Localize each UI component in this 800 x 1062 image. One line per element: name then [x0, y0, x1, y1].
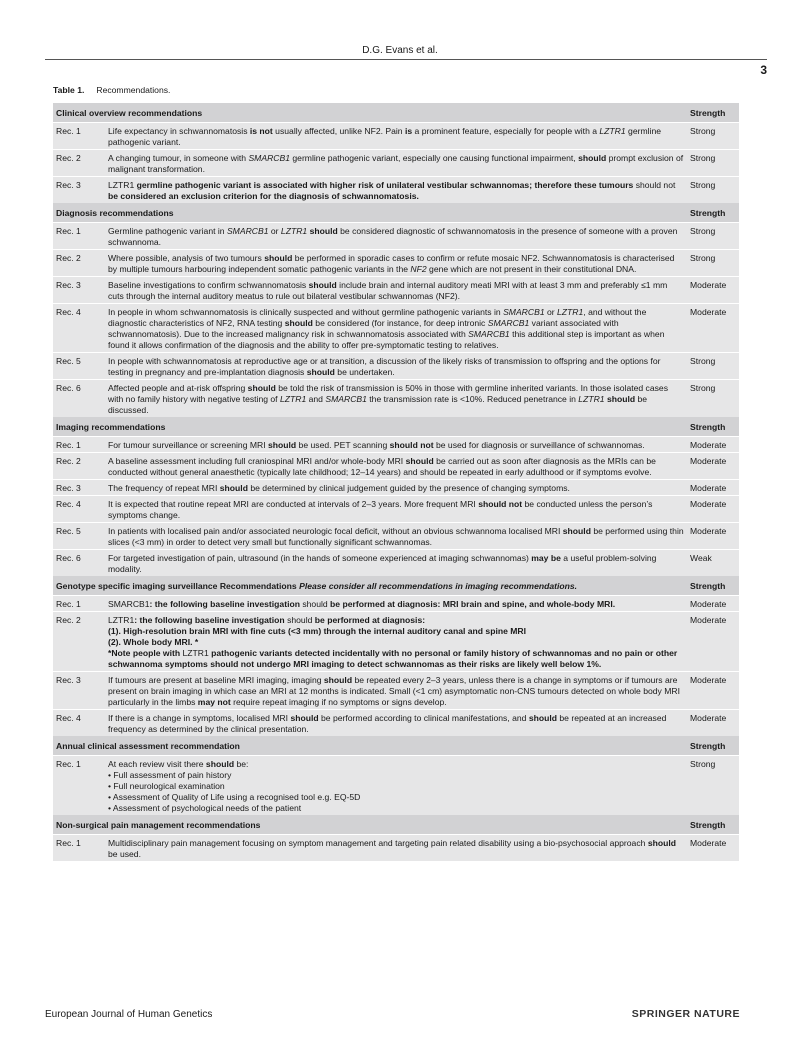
emphasis: should — [309, 226, 338, 236]
publisher-logo: SPRINGER NATURE — [631, 1008, 740, 1020]
recommendation-text: At each review visit there should be: • Full assessment of pain history • Full neurological examination • Assessment of Quality of Life using a recognised tool e.g. EQ-5D • Assessment of psychological needs of the patient — [105, 756, 687, 816]
gene-name: SMARCB1 — [248, 153, 290, 163]
emphasis: : the following baseline investigation — [149, 599, 303, 609]
section-title-text: Annual clinical assessment recommendation — [56, 741, 240, 751]
section-header — [53, 736, 739, 756]
section-title — [53, 103, 687, 123]
section-header — [53, 576, 739, 596]
emphasis: *Note people with — [108, 648, 183, 658]
recommendation-text: In patients with localised pain and/or associated neurologic focal deficit, without an obvious schwannoma localised MRI should be performed using thin slices (<3 mm) in order to detect very small but functionally significant schwannomas. — [105, 523, 687, 550]
table-label: Table 1. — [53, 85, 85, 95]
strength-value: Weak — [687, 550, 739, 577]
recommendation-text: Baseline investigations to confirm schwannomatosis should include brain and internal auditory meati MRI with at least 3 mm and preferably ≤1 mm cuts through the internal auditory meatus to rule out bilateral vestibular schwannomas (NF2). — [105, 277, 687, 304]
recommendation-text: A baseline assessment including full craniospinal MRI and/or whole-body MRI should be carried out as soon after diagnosis as the MRIs can be conducted without general anaesthetic (typically late childhood; 12–14 years) and should be repeated in early adulthood or if symptoms evolve. — [105, 453, 687, 480]
running-head: D.G. Evans et al. — [362, 45, 438, 56]
rec-id: Rec. 1 — [53, 756, 105, 816]
recommendation-text: For targeted investigation of pain, ultrasound (in the hands of someone experienced at imaging schwannomas) may be a useful problem-solving modality. — [105, 550, 687, 577]
recommendation-text: In people with schwannomatosis at reproductive age or at transition, a discussion of the likely risks of transmission to offspring and the options for testing in pregnancy and pre-implantation diagnosis should be undertaken. — [105, 353, 687, 380]
table-row — [53, 437, 739, 453]
section-note: Please consider all recommendations in imaging recommendations. — [299, 581, 578, 591]
emphasis: should — [306, 367, 335, 377]
section-title-text: Genotype specific imaging surveillance Recommendations — [56, 581, 297, 591]
emphasis: should — [405, 456, 434, 466]
rec-id: Rec. 1 — [53, 437, 105, 453]
strength-value: Moderate — [687, 596, 739, 612]
emphasis: should — [219, 483, 248, 493]
section-title — [53, 815, 687, 835]
table-row — [53, 123, 739, 150]
rec-id: Rec. 1 — [53, 123, 105, 150]
rec-id: Rec. 2 — [53, 453, 105, 480]
strength-value: Moderate — [687, 612, 739, 672]
section-title — [53, 203, 687, 223]
gene-name: SMARCB1 — [468, 329, 510, 339]
strength-value: Strong — [687, 250, 739, 277]
emphasis: is — [404, 126, 413, 136]
rec-id: Rec. 4 — [53, 710, 105, 737]
strength-value: Moderate — [687, 304, 739, 353]
rec-id: Rec. 4 — [53, 304, 105, 353]
section-header — [53, 103, 739, 123]
rec-id: Rec. 2 — [53, 150, 105, 177]
table-row — [53, 453, 739, 480]
rec-id: Rec. 5 — [53, 353, 105, 380]
emphasis: should — [308, 280, 337, 290]
rec-id: Rec. 6 — [53, 550, 105, 577]
emphasis: should — [528, 713, 557, 723]
section-title — [53, 736, 687, 756]
emphasis: may not — [197, 697, 231, 707]
rec-id: Rec. 3 — [53, 177, 105, 204]
table-title: Recommendations. — [96, 85, 171, 95]
rec-id: Rec. 3 — [53, 277, 105, 304]
strength-value: Moderate — [687, 277, 739, 304]
table-row — [53, 304, 739, 353]
emphasis: pathogenic variants detected incidentally with no personal or family history of schwannomas and no pain or other schwannoma symptoms should not undergo MRI imaging to detect schwannomas as their risks are likely well below 1%. — [108, 648, 678, 669]
strength-value: Moderate — [687, 710, 739, 737]
table-row — [53, 523, 739, 550]
recommendation-text: In people in whom schwannomatosis is clinically suspected and without germline pathogenic variants in SMARCB1 or LZTR1, and without the diagnostic characteristics of NF2, RNA testing should be considered (for instance, for deep intronic SMARCB1 variant associated with schwannomatosis). Due to the increased malignancy risk in schwannomatosis associated with SMARCB1 this additional step is important as when found it allows confirmation of the diagnosis and the ability to offer pre-symptomatic testing to relatives. — [105, 304, 687, 353]
journal-name: European Journal of Human Genetics — [45, 1009, 213, 1020]
strength-value: Strong — [687, 150, 739, 177]
table-row — [53, 550, 739, 577]
table-caption — [53, 85, 170, 95]
recommendation-text: SMARCB1: the following baseline investigation should be performed at diagnosis: MRI brain and spine, and whole-body MRI. — [105, 596, 687, 612]
emphasis: germline pathogenic variant is associated with higher risk of unilateral vestibular schwannomas; therefore these tumours — [134, 180, 636, 190]
emphasis: be performed at diagnosis: MRI brain and spine, and whole-body MRI. — [327, 599, 616, 609]
recommendation-text: LZTR1 germline pathogenic variant is associated with higher risk of unilateral vestibular schwannomas; therefore these tumours should not be considered an exclusion criterion for the diagnosis of schwannomatosis. — [105, 177, 687, 204]
rec-id: Rec. 6 — [53, 380, 105, 418]
section-title-text: Clinical overview recommendations — [56, 108, 203, 118]
section-title-text: Non-surgical pain management recommendations — [56, 820, 261, 830]
recommendation-text: LZTR1: the following baseline investigation should be performed at diagnosis: (1). High-resolution brain MRI with fine cuts (<3 mm) through the internal auditory canal and spine MRI (2). Whole body MRI. * *Note people with LZTR1 pathogenic variants detected incidentally with no personal or family history of schwannomas and no pain or other schwannoma symptoms should not undergo MRI imaging to detect schwannomas as their risks are likely well below 1%. — [105, 612, 687, 672]
table-row — [53, 596, 739, 612]
table-row — [53, 480, 739, 496]
emphasis: (1). High-resolution brain MRI with fine cuts (<3 mm) through the internal auditory canal and spine MRI — [108, 626, 527, 636]
emphasis: should — [647, 838, 676, 848]
strength-header: Strength — [687, 576, 739, 596]
strength-value: Moderate — [687, 523, 739, 550]
table-row — [53, 353, 739, 380]
rec-id: Rec. 1 — [53, 596, 105, 612]
table-row — [53, 672, 739, 710]
emphasis: should — [578, 153, 607, 163]
gene-name: LZTR1 — [599, 126, 626, 136]
recommendation-text: If tumours are present at baseline MRI imaging, imaging should be repeated every 2–3 years, unless there is a change in symptoms or if tumours are present on brain imaging in which case an MRI at 12 months is indicated. Small (<1 cm) asymptomatic non-CNS tumours detected on whole body MRI particularly in the limbs may not require repeat imaging if no symptoms or signs develop. — [105, 672, 687, 710]
emphasis: (2). Whole body MRI. * — [108, 637, 199, 647]
strength-value: Strong — [687, 177, 739, 204]
emphasis: is not — [249, 126, 273, 136]
table-row — [53, 835, 739, 862]
rec-id: Rec. 2 — [53, 612, 105, 672]
strength-header: Strength — [687, 417, 739, 437]
recommendation-text: Life expectancy in schwannomatosis is not usually affected, unlike NF2. Pain is a prominent feature, especially for people with a LZTR1 germline pathogenic variant. — [105, 123, 687, 150]
emphasis: should — [562, 526, 591, 536]
emphasis: should — [247, 383, 276, 393]
strength-value: Strong — [687, 353, 739, 380]
gene-name: LZTR1 — [578, 394, 605, 404]
page-number: 3 — [760, 63, 767, 77]
recommendation-text: It is expected that routine repeat MRI are conducted at intervals of 2–3 years. More frequent MRI should not be conducted unless the person’s symptoms change. — [105, 496, 687, 523]
strength-value: Strong — [687, 223, 739, 250]
recommendation-text: The frequency of repeat MRI should be determined by clinical judgement guided by the presence of changing symptoms. — [105, 480, 687, 496]
emphasis: should not — [478, 499, 523, 509]
table-row — [53, 496, 739, 523]
recommendation-text: For tumour surveillance or screening MRI should be used. PET scanning should not be used for diagnosis or surveillance of schwannomas. — [105, 437, 687, 453]
recommendation-text: Affected people and at-risk offspring should be told the risk of transmission is 50% in those with germline inherited variants. In those isolated cases with no family history with negative testing of LZTR1 and SMARCB1 the transmission rate is <10%. Reduced penetrance in LZTR1 should be discussed. — [105, 380, 687, 418]
gene-name: LZTR1 — [557, 307, 584, 317]
gene-name: SMARCB1 — [503, 307, 545, 317]
emphasis: should — [205, 759, 235, 769]
gene-name: SMARCB1 — [487, 318, 530, 328]
strength-value: Moderate — [687, 453, 739, 480]
recommendation-text: If there is a change in symptoms, localised MRI should be performed according to clinical manifestations, and should be repeated at an increased frequency as determined by the clinical presentation. — [105, 710, 687, 737]
emphasis: may be — [531, 553, 561, 563]
rec-id: Rec. 4 — [53, 496, 105, 523]
recommendation-text: Germline pathogenic variant in SMARCB1 or LZTR1 should be considered diagnostic of schwannomatosis in the presence of someone with a proven schwannoma. — [105, 223, 687, 250]
recommendations-table — [53, 103, 739, 861]
emphasis: should — [290, 713, 319, 723]
strength-value: Moderate — [687, 480, 739, 496]
strength-header: Strength — [687, 736, 739, 756]
recommendation-text: Where possible, analysis of two tumours should be performed in sporadic cases to confirm or refute mosaic NF2. Schwannomatosis is characterised by multiple tumours harbouring independent somatic pathogenic variants in the NF2 gene which are not present in their constitutional DNA. — [105, 250, 687, 277]
rec-id: Rec. 2 — [53, 250, 105, 277]
section-header — [53, 203, 739, 223]
emphasis: should — [284, 318, 313, 328]
gene-name: SMARCB1 — [325, 394, 367, 404]
strength-value: Strong — [687, 380, 739, 418]
section-title-text: Diagnosis recommendations — [56, 208, 174, 218]
section-title-text: Imaging recommendations — [56, 422, 166, 432]
emphasis: should — [606, 394, 636, 404]
table-row — [53, 250, 739, 277]
rec-id: Rec. 5 — [53, 523, 105, 550]
emphasis: should not — [389, 440, 434, 450]
gene-name: LZTR1 — [279, 394, 307, 404]
section-title — [53, 417, 687, 437]
strength-value: Strong — [687, 756, 739, 816]
section-header — [53, 417, 739, 437]
table-row — [53, 380, 739, 418]
emphasis: be performed at diagnosis: — [312, 615, 426, 625]
gene-name: NF2 — [410, 264, 427, 274]
strength-header: Strength — [687, 203, 739, 223]
table-row — [53, 612, 739, 672]
strength-value: Moderate — [687, 672, 739, 710]
table-row — [53, 223, 739, 250]
emphasis: be considered an exclusion criterion for the diagnosis of schwannomatosis. — [108, 191, 419, 201]
emphasis: should — [264, 253, 293, 263]
rec-id: Rec. 1 — [53, 835, 105, 862]
emphasis: should — [323, 675, 353, 685]
emphasis: : the following baseline investigation — [134, 615, 288, 625]
section-header — [53, 815, 739, 835]
strength-value: Moderate — [687, 835, 739, 862]
table-row — [53, 177, 739, 204]
strength-value: Moderate — [687, 496, 739, 523]
rec-id: Rec. 3 — [53, 672, 105, 710]
strength-value: Moderate — [687, 437, 739, 453]
section-title — [53, 576, 687, 596]
recommendation-text: Multidisciplinary pain management focusing on symptom management and targeting pain related disability using a bio-psychosocial approach should be used. — [105, 835, 687, 862]
rec-id: Rec. 1 — [53, 223, 105, 250]
strength-header: Strength — [687, 103, 739, 123]
table-row — [53, 277, 739, 304]
table-row — [53, 756, 739, 816]
rec-id: Rec. 3 — [53, 480, 105, 496]
strength-value: Strong — [687, 123, 739, 150]
header-rule — [45, 59, 767, 60]
gene-name: LZTR1 — [280, 226, 308, 236]
table-row — [53, 710, 739, 737]
table-row — [53, 150, 739, 177]
gene-name: SMARCB1 — [226, 226, 269, 236]
emphasis: should — [268, 440, 297, 450]
recommendation-text: A changing tumour, in someone with SMARCB1 germline pathogenic variant, especially one causing functional impairment, should prompt exclusion of malignant transformation. — [105, 150, 687, 177]
strength-header: Strength — [687, 815, 739, 835]
